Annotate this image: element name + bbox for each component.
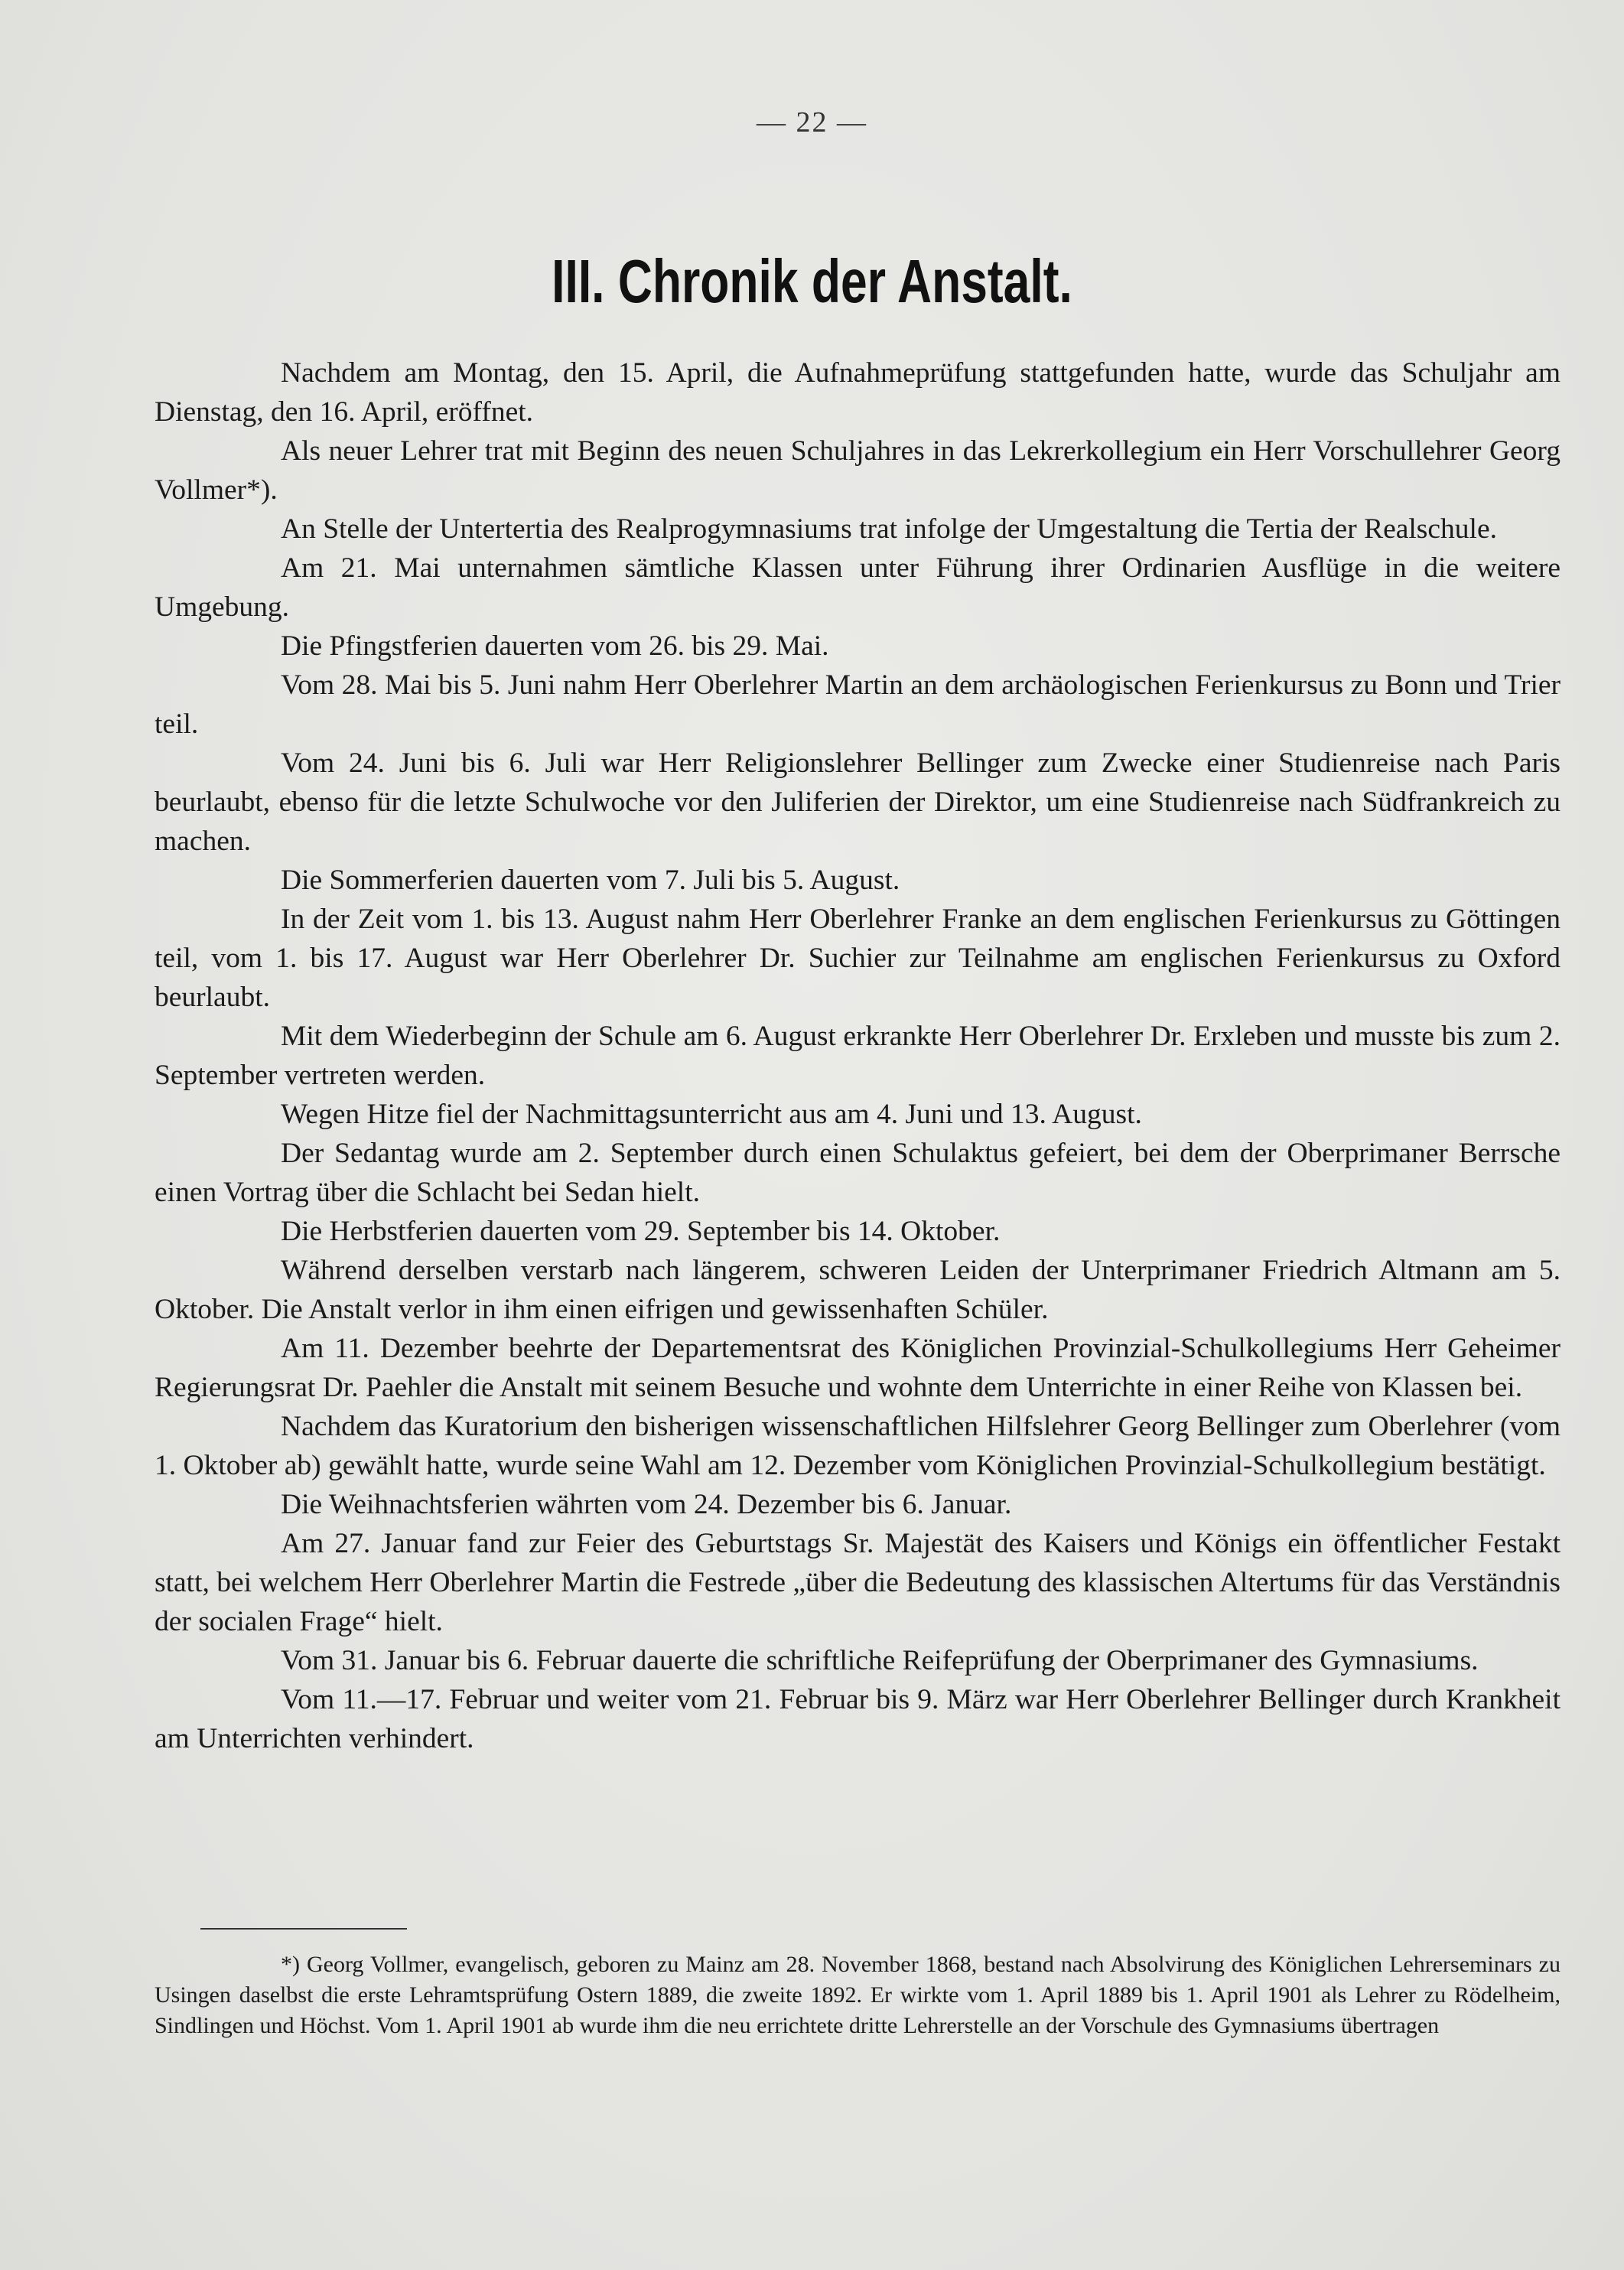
- paragraph: Nachdem am Montag, den 15. April, die Aufnahmeprüfung stattgefunden hatte, wurde das Schuljahr am Dienstag, den 16. April, eröffnet.: [155, 357, 1561, 428]
- paragraph: Die Sommerferien dauerten vom 7. Juli bis 5. August.: [281, 865, 900, 896]
- paragraph: Vom 24. Juni bis 6. Juli war Herr Religionslehrer Bellinger zum Zwecke einer Studienreise nach Paris beurlaubt, ebenso für die letzte Schulwoche vor den Juliferien der Direktor, um eine Studienreise nach Südfrankreich zu machen.: [155, 747, 1561, 857]
- paragraph: Vom 28. Mai bis 5. Juni nahm Herr Oberlehrer Martin an dem archäologischen Ferienkursus zu Bonn und Trier teil.: [155, 669, 1561, 740]
- paragraph: Mit dem Wiederbeginn der Schule am 6. August erkrankte Herr Oberlehrer Dr. Erxleben und musste bis zum 2. September vertreten werden.: [155, 1021, 1561, 1091]
- paragraph: Am 21. Mai unternahmen sämtliche Klassen unter Führung ihrer Ordinarien Ausflüge in die weitere Umgebung.: [155, 552, 1561, 623]
- footnote: [155, 1949, 1561, 2041]
- page-number: — 22 —: [757, 106, 867, 138]
- paragraph: Die Pfingstferien dauerten vom 26. bis 29. Mai.: [281, 630, 829, 662]
- section-title: III. Chronik der Anstalt.: [552, 247, 1072, 315]
- paragraph: Während derselben verstarb nach längerem, schweren Leiden der Unterprimaner Friedrich Altmann am 5. Oktober. Die Anstalt verlor in ihm einen eifrigen und gewissenhaften Schüler.: [155, 1255, 1561, 1325]
- paragraph: Wegen Hitze fiel der Nachmittagsunterricht aus am 4. Juni und 13. August.: [281, 1099, 1142, 1130]
- paragraph: Nachdem das Kuratorium den bisherigen wissenschaftlichen Hilfslehrer Georg Bellinger zum Oberlehrer (vom 1. Oktober ab) gewählt hatte, wurde seine Wahl am 12. Dezember vom Königlichen Provinzial-Schulkollegium bestätigt.: [155, 1411, 1561, 1481]
- paragraph: Am 11. Dezember beehrte der Departementsrat des Königlichen Provinzial-Schulkollegiums Herr Geheimer Regierungsrat Dr. Paehler die Anstalt mit seinem Besuche und wohnte dem Unterrichte in einer Reihe von Klassen bei.: [155, 1333, 1561, 1403]
- paragraph: An Stelle der Untertertia des Realprogymnasiums trat infolge der Umgestaltung die Tertia der Realschule.: [281, 513, 1497, 545]
- chronicle-body: [155, 353, 1561, 1758]
- footnote-text: *) Georg Vollmer, evangelisch, geboren zu Mainz am 28. November 1868, bestand nach Absolvirung des Königlichen Lehrerseminars zu Usingen daselbst die erste Lehramtsprüfung Ostern 1889, die zweite 1892. Er wirkte vom 1. April 1889 bis 1. April 1901 als Lehrer zu Rödelheim, Sindlingen und Höchst. Vom 1. April 1901 ab wurde ihm die neu errichtete dritte Lehrerstelle an der Vorschule des Gymnasiums übertragen: [155, 1952, 1561, 2038]
- paragraph: Als neuer Lehrer trat mit Beginn des neuen Schuljahres in das Lekrerkollegium ein Herr Vorschullehrer Georg Vollmer*).: [155, 435, 1561, 506]
- paragraph: Die Herbstferien dauerten vom 29. September bis 14. Oktober.: [281, 1216, 1001, 1247]
- footnote-divider: [200, 1928, 407, 1930]
- paragraph: In der Zeit vom 1. bis 13. August nahm Herr Oberlehrer Franke an dem englischen Ferienkursus zu Göttingen teil, vom 1. bis 17. August war Herr Oberlehrer Dr. Suchier zur Teilnahme am englischen Ferienkursus zu Oxford beurlaubt.: [155, 904, 1561, 1013]
- paragraph: Vom 31. Januar bis 6. Februar dauerte die schriftliche Reifeprüfung der Oberprimaner des Gymnasiums.: [281, 1645, 1479, 1676]
- paragraph: Vom 11.—17. Februar und weiter vom 21. Februar bis 9. März war Herr Oberlehrer Bellinger durch Krankheit am Unterrichten verhindert.: [155, 1684, 1561, 1754]
- paragraph: Am 27. Januar fand zur Feier des Geburtstags Sr. Majestät des Kaisers und Königs ein öffentlicher Festakt statt, bei welchem Herr Oberlehrer Martin die Festrede „über die Bedeutung des klassischen Altertums für das Verständnis der socialen Frage“ hielt.: [155, 1528, 1561, 1637]
- paragraph: Der Sedantag wurde am 2. September durch einen Schulaktus gefeiert, bei dem der Oberprimaner Berrsche einen Vortrag über die Schlacht bei Sedan hielt.: [155, 1138, 1561, 1208]
- paragraph: Die Weihnachtsferien währten vom 24. Dezember bis 6. Januar.: [281, 1489, 1012, 1520]
